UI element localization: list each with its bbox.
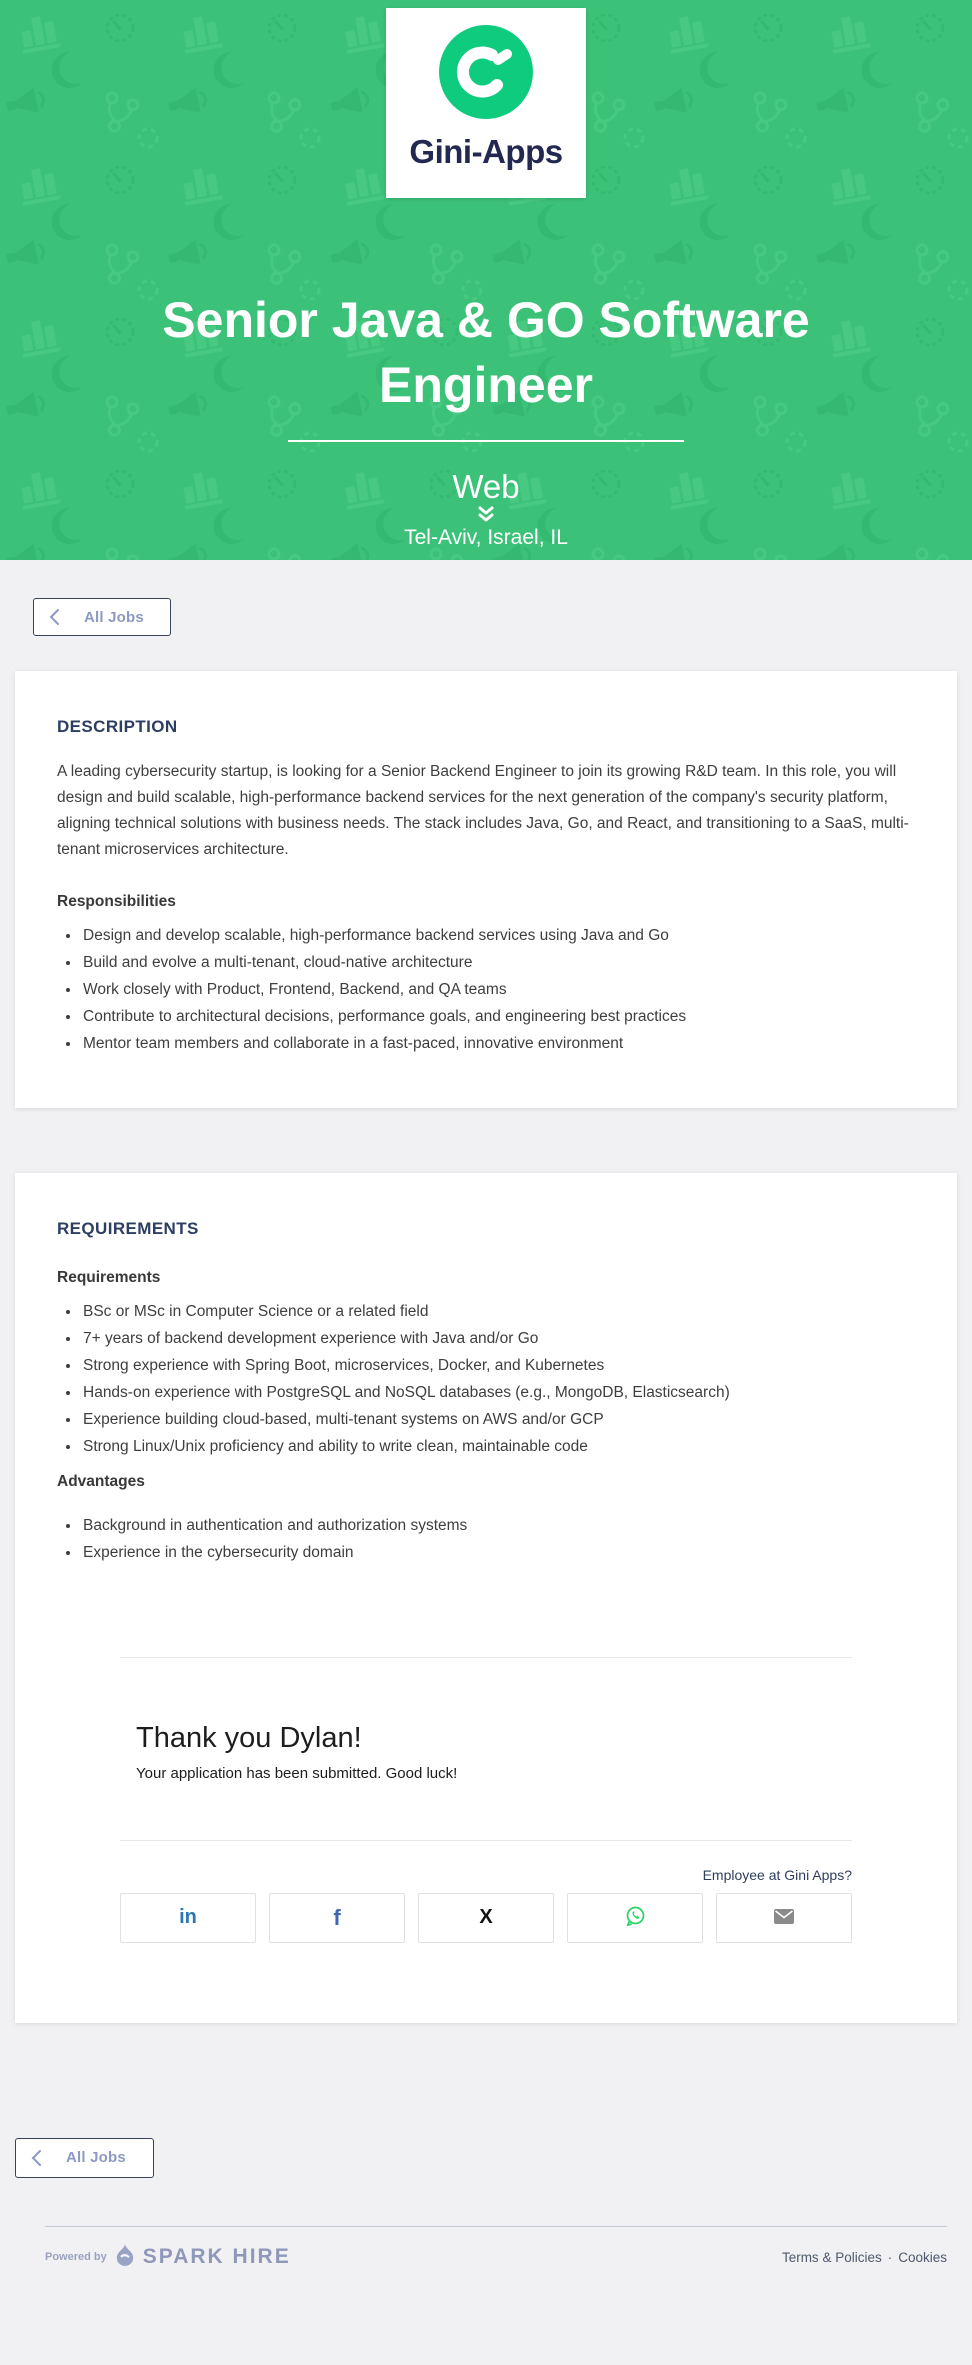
bullet-item: • Experience building cloud-based, multi-tenant systems on AWS and/or GCP: [81, 1407, 915, 1434]
company-name: Gini-Apps: [409, 133, 563, 170]
chevron-left-icon: [48, 608, 60, 626]
email-icon: [774, 1909, 794, 1927]
employee-question-link[interactable]: Employee at Gini Apps?: [702, 1866, 852, 1883]
all-jobs-button-bottom[interactable]: [15, 2138, 154, 2178]
job-location: Tel-Aviv, Israel, IL: [404, 526, 568, 549]
whatsapp-icon: [623, 1904, 647, 1931]
top-nav-row: [0, 598, 972, 636]
bullet-item: • Mentor team members and collaborate in a fast-paced, innovative environment: [81, 1031, 915, 1058]
link-separator: ·: [887, 2249, 893, 2265]
thank-you-title: Thank you Dylan!: [136, 1721, 362, 1754]
bullet-item: • Build and evolve a multi-tenant, cloud-native architecture: [81, 950, 915, 977]
bullet-item: • Hands-on experience with PostgreSQL and NoSQL databases (e.g., MongoDB, Elasticsearch): [81, 1380, 915, 1407]
title-divider: [288, 440, 684, 442]
description-card: [15, 671, 957, 1108]
thank-you-subtitle: Your application has been submitted. Good luck!: [136, 1764, 458, 1782]
bullet-item: • BSc or MSc in Computer Science or a related field: [81, 1299, 915, 1326]
description-heading: DESCRIPTION: [57, 717, 178, 736]
company-logo-card: [386, 8, 586, 198]
thank-you-panel: [120, 1657, 852, 1841]
terms-link[interactable]: Terms & Policies: [781, 2249, 882, 2265]
powered-by-label: Powered by: [45, 2251, 107, 2264]
bullet-item: • Contribute to architectural decisions, performance goals, and engineering best practices: [81, 1004, 915, 1031]
chevron-double-down-icon: [0, 506, 972, 523]
job-department: Web: [452, 468, 520, 505]
page-footer: [45, 2226, 947, 2272]
share-email-button[interactable]: [716, 1893, 852, 1943]
legal-links: [782, 2250, 947, 2265]
all-jobs-button-top[interactable]: [33, 598, 171, 636]
facebook-icon: f: [333, 1904, 341, 1930]
bullet-item: • Design and develop scalable, high-performance backend services using Java and Go: [81, 923, 915, 950]
bullet-item: • Strong Linux/Unix proficiency and ability to write clean, maintainable code: [81, 1434, 915, 1461]
bullet-item: • Background in authentication and authorization systems: [81, 1513, 915, 1540]
requirements-list: [57, 1299, 915, 1461]
all-jobs-label: All Jobs: [66, 2149, 126, 2167]
share-facebook-button[interactable]: [269, 1893, 405, 1943]
bottom-nav-row: [0, 2138, 972, 2178]
share-buttons-row: [120, 1893, 852, 1943]
linkedin-icon: in: [179, 1906, 197, 1929]
bullet-item: • Strong experience with Spring Boot, microservices, Docker, and Kubernetes: [81, 1353, 915, 1380]
advantages-list: [57, 1513, 915, 1567]
bullet-item: • Experience in the cybersecurity domain: [81, 1540, 915, 1567]
cookies-link[interactable]: Cookies: [898, 2249, 947, 2265]
advantages-subheading: Advantages: [57, 1472, 145, 1490]
spark-hire-icon: [115, 2243, 135, 2272]
all-jobs-label: All Jobs: [84, 608, 144, 626]
responsibilities-list: [57, 923, 915, 1058]
spark-hire-brand: SPARK HIRE: [142, 2245, 291, 2269]
job-header: [0, 0, 972, 560]
job-title: Senior Java & GO Software Engineer: [162, 292, 810, 413]
x-icon: X: [479, 1906, 493, 1929]
share-x-button[interactable]: [418, 1893, 554, 1943]
share-whatsapp-button[interactable]: [567, 1893, 703, 1943]
description-intro: A leading cybersecurity startup, is looking for a Senior Backend Engineer to join its growing R&D team. In this role, you will design and build scalable, high-performance backend services for the next generation of the company's security platform, aligning technical solutions with business needs. The stack includes Java, Go, and React, and transitioning to a SaaS, multi-tenant microservices architecture.: [57, 763, 909, 859]
company-logo-icon: [439, 25, 533, 119]
requirements-heading: REQUIREMENTS: [57, 1218, 199, 1238]
bullet-item: • Work closely with Product, Frontend, Backend, and QA teams: [81, 977, 915, 1004]
chevron-left-icon: [30, 2149, 42, 2167]
requirements-subheading: Requirements: [57, 1268, 161, 1286]
share-linkedin-button[interactable]: [120, 1893, 256, 1943]
responsibilities-heading: Responsibilities: [57, 893, 176, 911]
bullet-item: • 7+ years of backend development experience with Java and/or Go: [81, 1326, 915, 1353]
powered-by[interactable]: [45, 2243, 291, 2272]
requirements-card: [15, 1173, 957, 2023]
